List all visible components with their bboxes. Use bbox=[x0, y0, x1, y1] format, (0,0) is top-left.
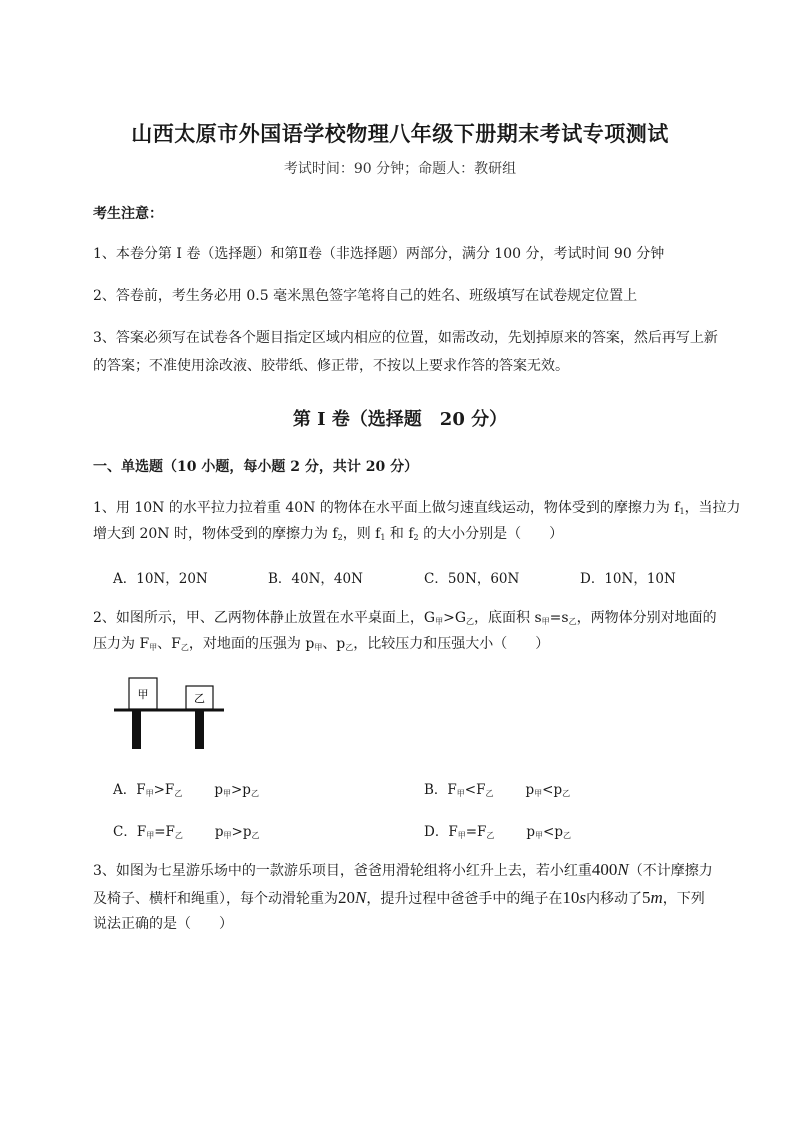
exam-subtitle: 考试时间：90 分钟；命题人：教研组 bbox=[283, 161, 517, 177]
q1-line2: 增大到 20N 时，物体受到的摩擦力为 $f_2$，则 $f_1$ 和 $f_2$ 的大小分别是（ ） bbox=[93, 526, 564, 542]
q1-option-c: C．50N，60N bbox=[424, 571, 520, 587]
q2-line1: 2、如图所示，甲、乙两物体静止放置在水平桌面上，$G_甲>G_乙$，底面积 $s_甲=s_乙$，两物体分别对地面的 bbox=[93, 610, 717, 626]
q2-option-c: C．$F_甲=F_乙$ $p_甲>p_乙$ bbox=[113, 824, 260, 840]
section-title: 第 I 卷（选择题 20 分） bbox=[292, 409, 508, 430]
q3-line3: 说法正确的是（ ） bbox=[93, 916, 233, 932]
q2-option-a: A．$F_甲>F_乙$ $p_甲>p_乙$ bbox=[113, 782, 259, 798]
notice-item: 2、答卷前，考生务必用 0.5 毫米黑色签字笔将自己的姓名、班级填写在试卷规定位置上 bbox=[93, 288, 638, 304]
q2-option-b: B．$F_甲<F_乙$ $p_甲<p_乙$ bbox=[424, 782, 571, 798]
q2-option-d: D．$F_甲=F_乙$ $p_甲<p_乙$ bbox=[424, 824, 572, 840]
q2-line2: 压力为 $F_甲$、$F_乙$，对地面的压强为 $p_甲$、$p_乙$，比较压力和压强大小（ ） bbox=[93, 636, 550, 652]
box-jia-label: 甲 bbox=[137, 688, 149, 701]
exam-title: 山西太原市外国语学校物理八年级下册期末考试专项测试 bbox=[131, 121, 669, 146]
q1-option-a: A．10N，20N bbox=[113, 571, 208, 587]
q3-line1: 3、如图为七星游乐场中的一款游乐项目，爸爸用滑轮组将小红升上去，若小红重400N（不计摩擦力 bbox=[93, 860, 713, 879]
notice-item: 的答案；不准使用涂改液、胶带纸、修正带，不按以上要求作答的答案无效。 bbox=[93, 358, 569, 374]
q1-option-d: D．10N，10N bbox=[580, 571, 676, 587]
part-heading: 一、单选题（10 小题，每小题 2 分，共计 20 分） bbox=[93, 459, 419, 475]
table-figure bbox=[110, 672, 230, 754]
q1-line1: 1、用 10N 的水平拉力拉着重 40N 的物体在水平面上做匀速直线运动，物体受到的摩擦力为 $f_1$，当拉力 bbox=[93, 500, 741, 516]
notice-item: 1、本卷分第 I 卷（选择题）和第Ⅱ卷（非选择题）两部分，满分 100 分，考试时间 90 分钟 bbox=[93, 246, 665, 262]
notice-heading: 考生注意： bbox=[93, 206, 163, 222]
notice-item: 3、答案必须写在试卷各个题目指定区域内相应的位置，如需改动，先划掉原来的答案，然后再写上新 bbox=[93, 330, 718, 346]
box-yi-label: 乙 bbox=[194, 692, 205, 705]
q3-line2: 及椅子、横杆和绳重），每个动滑轮重为20N，提升过程中爸爸手中的绳子在10s内移动了5m，下列 bbox=[93, 888, 705, 907]
table-leg-right bbox=[195, 711, 204, 749]
table-leg-left bbox=[132, 711, 141, 749]
q1-option-b: B．40N，40N bbox=[268, 571, 363, 587]
